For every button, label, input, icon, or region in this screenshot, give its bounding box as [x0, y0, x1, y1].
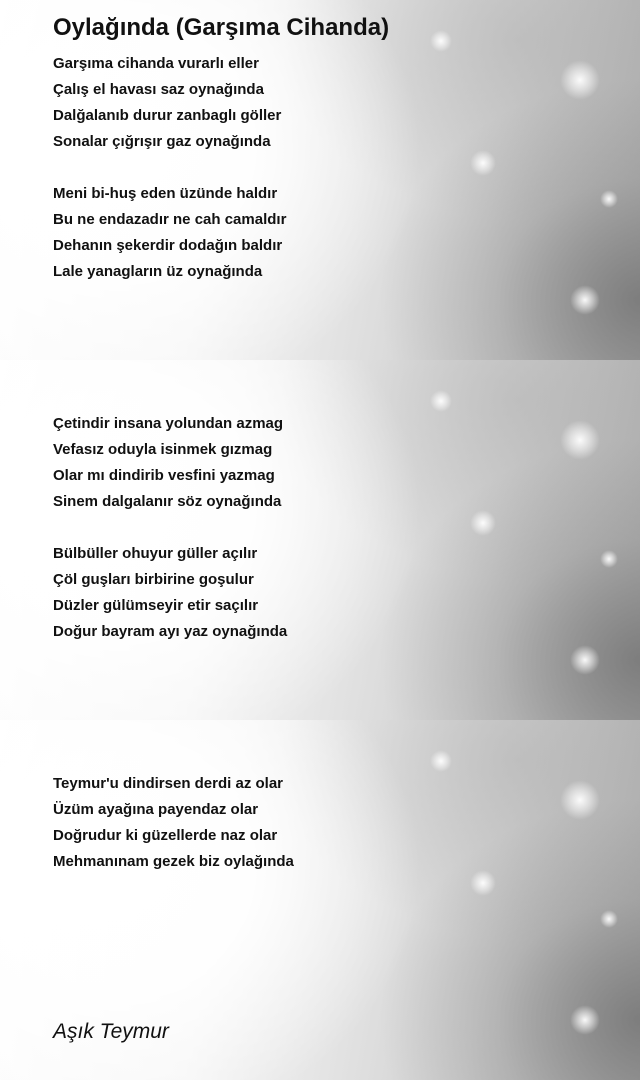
stanza-3 — [53, 411, 283, 515]
light-flare — [430, 30, 452, 52]
stanza-1 — [53, 51, 281, 155]
poem-line: Meni bi-huş eden üzünde haldır — [53, 185, 278, 202]
poem-line: Düzler gülümseyir etir saçılır — [53, 597, 259, 614]
poem-line: Üzüm ayağına payendaz olar — [53, 801, 259, 818]
light-flare — [600, 190, 618, 208]
stanza-5 — [53, 771, 294, 875]
poem-title: Oylağında (Garşıma Cihanda) — [53, 14, 390, 41]
poem-panel-3 — [0, 720, 640, 1080]
poem-line: Doğur bayram ayı yaz oynağında — [53, 623, 288, 640]
light-flare — [560, 780, 600, 820]
poem-line: Dehanın şekerdir dodağın baldır — [53, 237, 283, 254]
light-flare — [600, 550, 618, 568]
light-flare — [570, 285, 600, 315]
poem-line: Lale yanagların üz oynağında — [53, 263, 263, 280]
light-flare — [470, 870, 496, 896]
poem-line: Çöl guşları birbirine goşulur — [53, 571, 254, 588]
poem-line: Sonalar çığrışır gaz oynağında — [53, 133, 271, 150]
light-flare — [600, 910, 618, 928]
light-flare — [570, 645, 600, 675]
poem-line: Vefasız oduyla isinmek gızmag — [53, 441, 273, 458]
light-flare — [470, 510, 496, 536]
light-flare — [570, 1005, 600, 1035]
light-flare — [470, 150, 496, 176]
light-flare — [560, 420, 600, 460]
light-flare — [430, 390, 452, 412]
poet-name: Aşık Teymur — [53, 1020, 169, 1043]
poem-line: Doğrudur ki güzellerde naz olar — [53, 827, 278, 844]
poem-line: Teymur'u dindirsen derdi az olar — [53, 775, 284, 792]
poem-panel-1 — [0, 0, 640, 360]
poem-line: Dalğalanıb durur zanbaglı göller — [53, 107, 282, 124]
poem-line: Mehmanınam gezek biz oylağında — [53, 853, 294, 870]
poem-line: Bu ne endazadır ne cah camaldır — [53, 211, 287, 228]
poem-line: Garşıma cihanda vurarlı eller — [53, 55, 259, 72]
stanza-4 — [53, 541, 287, 645]
poem-panel-2 — [0, 360, 640, 720]
light-flare — [430, 750, 452, 772]
poem-line: Çetindir insana yolundan azmag — [53, 415, 284, 432]
poem-line: Olar mı dindirib vesfini yazmag — [53, 467, 275, 484]
light-flare — [560, 60, 600, 100]
poem-line: Çalış el havası saz oynağında — [53, 81, 264, 98]
stanza-2 — [53, 181, 286, 285]
poem-line: Sinem dalgalanır söz oynağında — [53, 493, 282, 510]
poem-line: Bülbüller ohuyur güller açılır — [53, 545, 258, 562]
